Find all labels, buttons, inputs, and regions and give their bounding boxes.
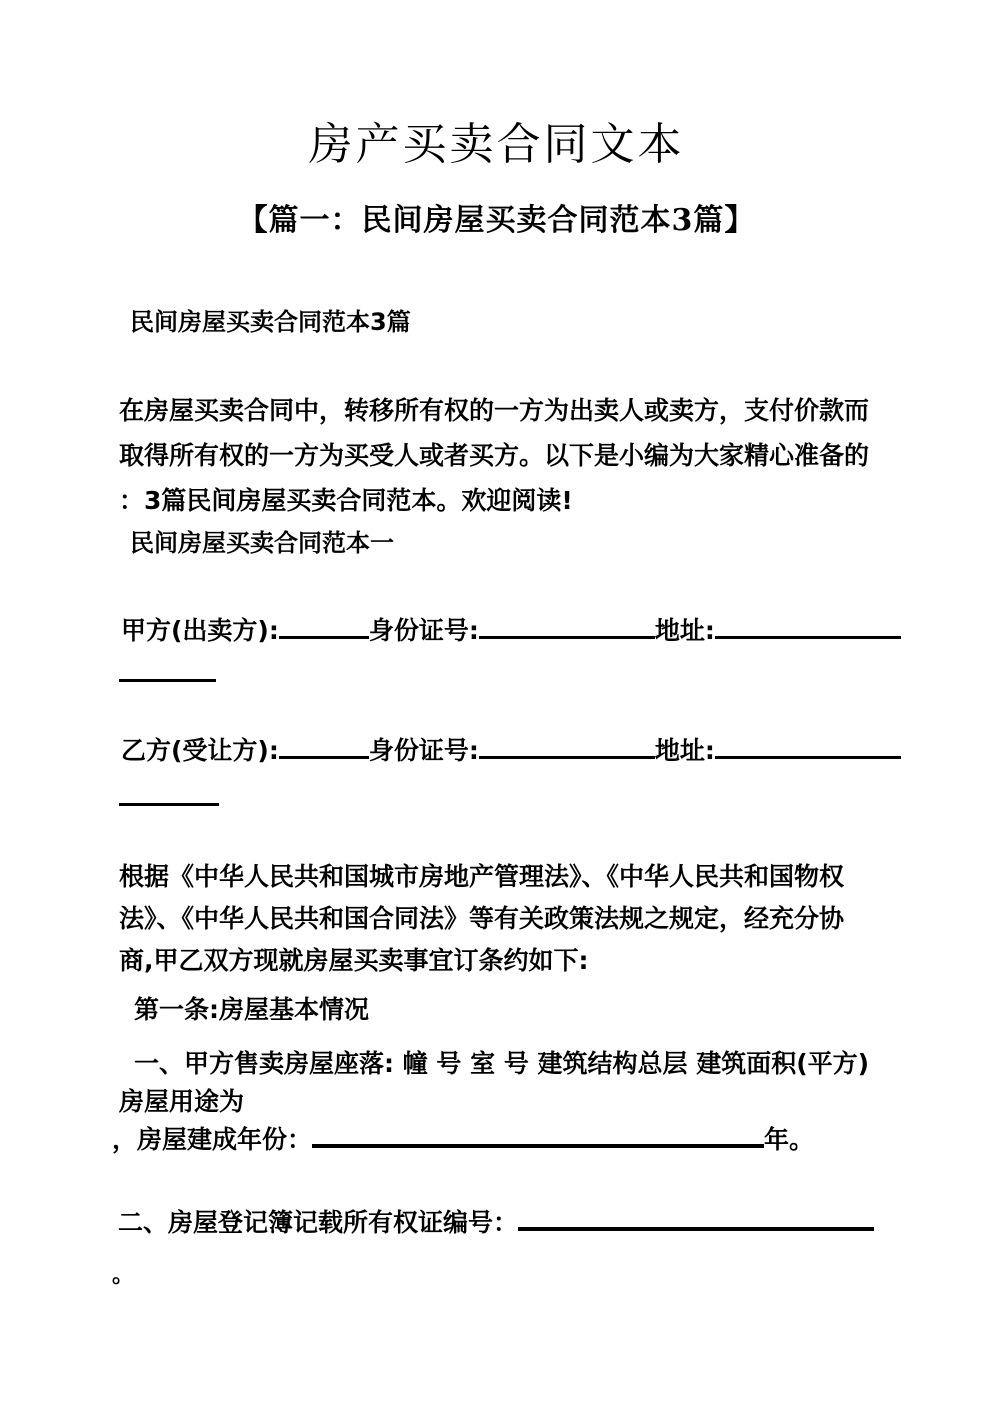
intro-heading: 民间房屋买卖合同范本3篇	[130, 308, 411, 336]
party-a-id-blank	[479, 615, 655, 639]
house-year-label: ，房屋建成年份：	[112, 1125, 313, 1154]
legal-basis-line: 商,甲乙双方现就房屋买卖事宜订条约如下:	[119, 946, 589, 975]
house-year-row	[112, 1117, 814, 1162]
party-b-label: 乙方(受让方):	[121, 736, 279, 765]
party-a-name-blank	[279, 615, 369, 639]
party-b-name-blank	[279, 735, 369, 759]
party-b-address-label: 地址:	[654, 736, 715, 765]
party-a-address-label: 地址:	[654, 616, 715, 645]
party-b-id-blank	[479, 735, 655, 759]
intro-paragraph	[119, 388, 881, 523]
party-a-address-blank-continued	[119, 679, 216, 682]
house-location-line: 一、甲方售卖房屋座落: 幢 号 室 号 建筑结构总层 建筑面积(平方)	[134, 1049, 870, 1078]
legal-basis-line: 法》、《中华人民共和国合同法》等有关政策法规之规定，经充分协	[119, 904, 845, 933]
house-year-suffix: 年。	[764, 1125, 815, 1154]
legal-basis-paragraph	[119, 856, 881, 982]
registration-number-row	[118, 1200, 874, 1245]
clause-one-heading: 第一条:房屋基本情况	[134, 995, 369, 1024]
party-b-address-blank-continued	[119, 803, 219, 806]
party-a-address-blank	[715, 615, 901, 639]
party-b-address-blank	[715, 735, 901, 759]
section-subtitle: 【篇一：民间房屋买卖合同范本3篇】	[237, 203, 756, 238]
house-usage-line: 房屋用途为	[119, 1087, 245, 1116]
trailing-period: 。	[112, 1263, 135, 1288]
party-a-row	[121, 608, 901, 653]
party-a-id-label: 身份证号:	[368, 616, 479, 645]
intro-paragraph-line: ：3篇民间房屋买卖合同范本。欢迎阅读!	[119, 486, 573, 515]
legal-basis-line: 根据《中华人民共和国城市房地产管理法》、《中华人民共和国物权	[119, 862, 845, 891]
party-a-label: 甲方(出卖方):	[121, 616, 279, 645]
intro-paragraph-line: 在房屋买卖合同中，转移所有权的一方为出卖人或卖方，支付价款而	[119, 396, 870, 425]
registration-number-label: 二、房屋登记簿记载所有权证编号：	[118, 1208, 519, 1237]
intro-paragraph-line: 取得所有权的一方为买受人或者买方。以下是小编为大家精心准备的	[119, 441, 870, 470]
sample-one-heading: 民间房屋买卖合同范本一	[130, 529, 394, 557]
page-title: 房产买卖合同文本	[308, 119, 685, 170]
party-b-id-label: 身份证号:	[368, 736, 479, 765]
party-b-row	[121, 728, 901, 773]
registration-number-blank	[518, 1207, 874, 1231]
house-year-blank	[312, 1124, 764, 1148]
